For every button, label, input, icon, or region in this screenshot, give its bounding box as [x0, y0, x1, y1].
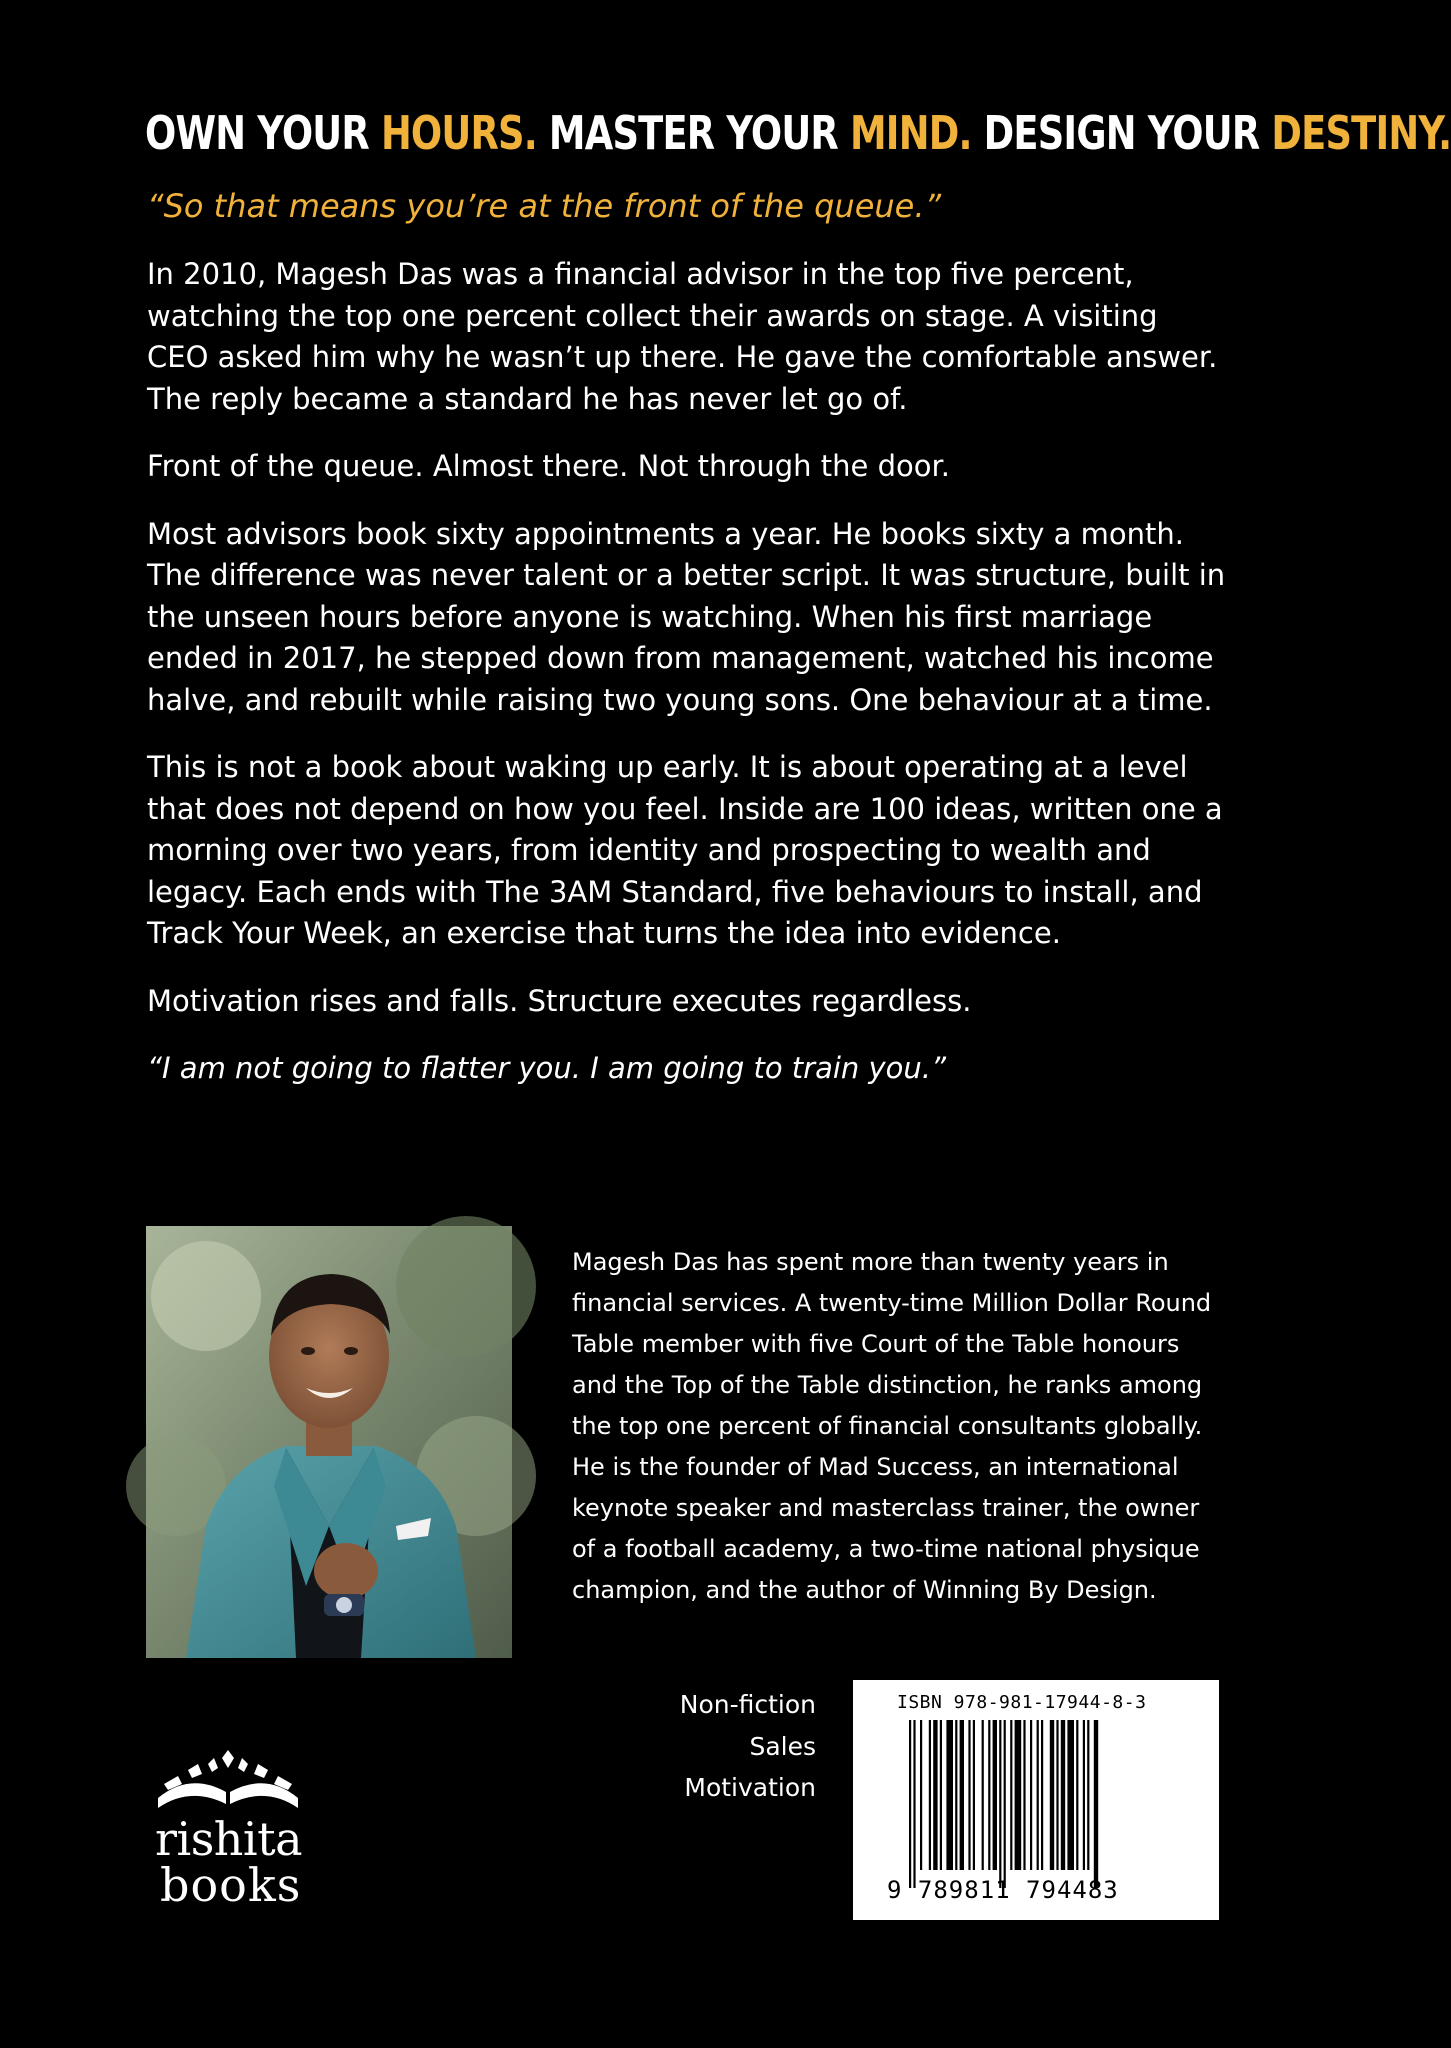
isbn-label: ISBN 978-981-17944-8-3 [897, 1692, 1147, 1713]
barcode-bar [1087, 1720, 1089, 1870]
genre-list [560, 1684, 816, 1809]
genre-item: Motivation [684, 1773, 816, 1802]
barcode-bar [1050, 1720, 1054, 1870]
barcode-bar [1030, 1720, 1032, 1870]
paragraph-4: This is not a book about waking up early. It is about operating at a level that does not depend on how you feel. Inside are 100 ideas, written one a morning over two years, from identity and prospecting to wealth and legacy. Each ends with The 3AM Standard, five behaviours to install, and Track Your Week, an exercise that turns the idea into evidence. [147, 750, 1223, 950]
headline-part-5: DESIGN YOUR [971, 106, 1272, 160]
barcode-bar [1037, 1720, 1039, 1870]
barcode-bar [1076, 1720, 1078, 1870]
isbn-digits: 9 789811 794483 [887, 1876, 1119, 1904]
blurb [147, 178, 1227, 1090]
barcode-bar [1056, 1720, 1058, 1870]
genre-item: Sales [749, 1731, 816, 1761]
paragraph-3: Most advisors book sixty appointments a year. He books sixty a month. The difference was never talent or a better script. It was structure, built in the unseen hours before anyone is watching. When his first marriage ended in 2017, he stepped down from management, watched his income halve, and rebuilt while raising two young sons. One behaviour at a time. [147, 516, 1226, 717]
barcode-bar [929, 1720, 931, 1870]
barcode-bar [1015, 1720, 1022, 1870]
barcode-bar [1061, 1720, 1065, 1870]
barcode-bar [955, 1720, 957, 1870]
paragraph-5: Motivation rises and falls. Structure executes regardless. [147, 983, 972, 1018]
barcode-bar [1094, 1720, 1098, 1888]
barcode-bar [933, 1720, 937, 1870]
barcode-bar [988, 1720, 990, 1870]
headline [145, 100, 1451, 166]
paragraph-2: Front of the queue. Almost there. Not through the door. [147, 449, 950, 483]
isbn-barcode [853, 1680, 1219, 1920]
paragraph-1: In 2010, Magesh Das was a financial advisor in the top five percent, watching the top one percent collect their awards on stage. A visiting CEO asked him why he wasn’t up there. He gave the comfortable answer. The reply became a standard he has never let go of. [147, 257, 1218, 416]
tagline-quote: “So that means you’re at the front of the queue.” [147, 187, 942, 225]
barcode-bar [968, 1720, 970, 1870]
barcode-bar [999, 1720, 1001, 1888]
barcode-bar [946, 1720, 953, 1870]
author-photo [146, 1226, 512, 1658]
barcode-bar [993, 1720, 997, 1870]
headline-mind: MIND. [849, 106, 972, 160]
barcode-bar [1067, 1720, 1074, 1870]
barcode-bar [1004, 1720, 1006, 1888]
barcode-bar [1083, 1720, 1085, 1870]
publisher-name-line-1: rishita [155, 1812, 303, 1866]
barcode-bar [909, 1720, 911, 1888]
barcode-bar [960, 1720, 964, 1870]
author-bio: Magesh Das has spent more than twenty years in financial services. A twenty-time Million Dollar Round Table member with five Court of the Table honours and the Top of the Table distinction, he ranks among the top one percent of financial consultants globally. He is the founder of Mad Success, an international keynote speaker and masterclass trainer, the owner of a football academy, a two-time national physique champion, and the author of Winning By Design. [572, 1248, 1212, 1604]
publisher-name-line-2: books [160, 1858, 302, 1912]
barcode-bar [982, 1720, 984, 1870]
headline-part-3: MASTER YOUR [536, 106, 850, 160]
headline-destiny: DESTINY. [1271, 106, 1451, 160]
barcode-bar [1041, 1720, 1043, 1870]
barcode-bar [1023, 1720, 1025, 1870]
headline-hours: HOURS. [380, 106, 537, 160]
barcode-bar [920, 1720, 922, 1870]
genre-item: Non-fiction [679, 1690, 816, 1719]
barcode-bar [940, 1720, 942, 1870]
barcode-bar [1010, 1720, 1012, 1870]
barcode-bar [913, 1720, 915, 1888]
headline-part-1: OWN YOUR [145, 106, 381, 160]
barcode-bar [973, 1720, 975, 1870]
closing-quote: “I am not going to flatter you. I am going to train you.” [147, 1051, 947, 1085]
